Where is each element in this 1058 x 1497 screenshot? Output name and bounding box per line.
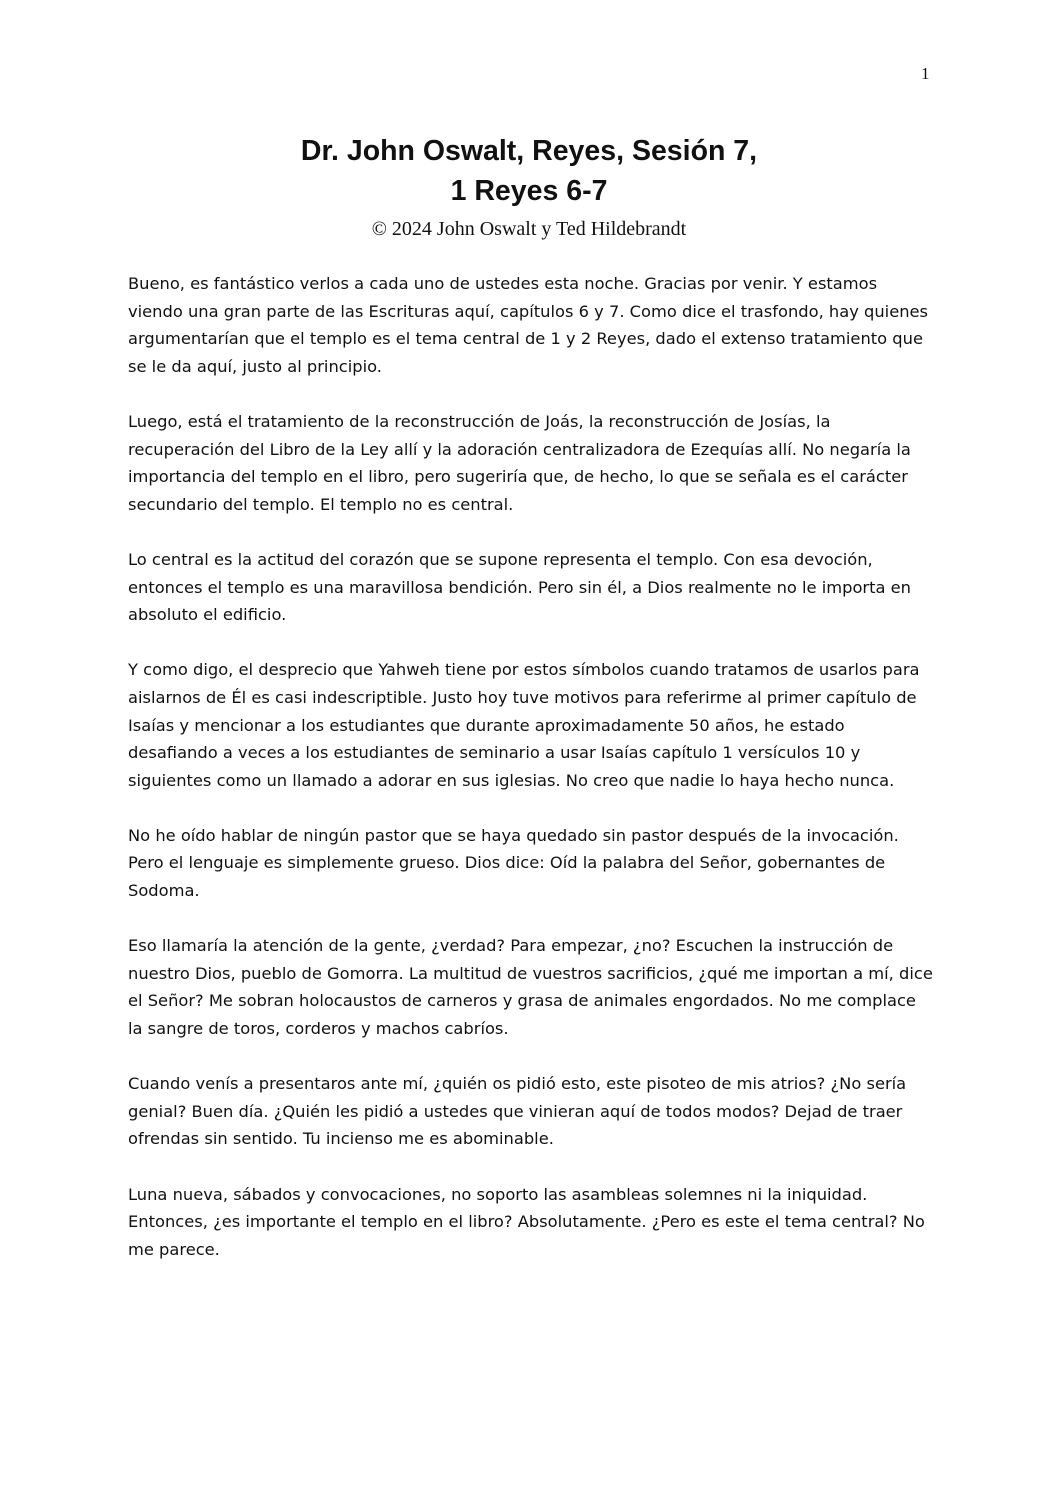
paragraph: Luego, está el tratamiento de la reconstrucción de Joás, la reconstrucción de Josías, la recuperación del Libro de la Ley allí y la adoración centralizadora de Ezequías allí. No negaría la importancia del templo en el libro, pero sugeriría que, de hecho, lo que se señala es el carácter secundario del templo. El templo no es central. bbox=[128, 411, 911, 514]
paragraph: Y como digo, el desprecio que Yahweh tiene por estos símbolos cuando tratamos de usarlos para aislarnos de Él es casi indescriptible. Justo hoy tuve motivos para referirme al primer capítulo de Isaías y mencionar a los estudiantes que durante aproximadamente 50 años, he estado desafiando a veces a los estudiantes de seminario a usar Isaías capítulo 1 versículos 10 y siguientes como un llamado a adorar en sus iglesias. No creo que nadie lo haya hecho nunca. bbox=[128, 660, 920, 790]
document-title bbox=[0, 131, 1058, 211]
page-number: 1 bbox=[921, 64, 930, 83]
title-line-1: Dr. John Oswalt, Reyes, Sesión 7, bbox=[300, 135, 758, 167]
paragraph: Bueno, es fantástico verlos a cada uno de ustedes esta noche. Gracias por venir. Y estamos viendo una gran parte de las Escrituras aquí, capítulos 6 y 7. Como dice el trasfondo, hay quienes argumentarían que el templo es el tema central de 1 y 2 Reyes, dado el extenso tratamiento que se le da aquí, justo al principio. bbox=[128, 274, 929, 376]
document-body bbox=[128, 270, 934, 1291]
copyright-line: © 2024 John Oswalt y Ted Hildebrandt bbox=[371, 218, 687, 240]
paragraph: Cuando venís a presentaros ante mí, ¿quién os pidió esto, este pisoteo de mis atrios? ¿No sería genial? Buen día. ¿Quién les pidió a ustedes que vinieran aquí de todos modos? Dejad de traer ofrendas sin sentido. Tu incienso me es abominable. bbox=[128, 1074, 907, 1149]
paragraph: Eso llamaría la atención de la gente, ¿verdad? Para empezar, ¿no? Escuchen la instrucción de nuestro Dios, pueblo de Gomorra. La multitud de vuestros sacrificios, ¿qué me importan a mí, dice el Señor? Me sobran holocaustos de carneros y grasa de animales engordados. No me complace la sangre de toros, corderos y machos cabríos. bbox=[128, 936, 933, 1039]
paragraph: Luna nueva, sábados y convocaciones, no soporto las asambleas solemnes ni la iniquidad. Entonces, ¿es importante el templo en el libro? Absolutamente. ¿Pero es este el tema central? No me parece. bbox=[128, 1184, 925, 1259]
title-line-2: 1 Reyes 6-7 bbox=[450, 175, 608, 207]
paragraph: Lo central es la actitud del corazón que se supone representa el templo. Con esa devoción, entonces el templo es una maravillosa bendición. Pero sin él, a Dios realmente no le importa en absoluto el edificio. bbox=[128, 549, 911, 625]
paragraph: No he oído hablar de ningún pastor que se haya quedado sin pastor después de la invocación. Pero el lenguaje es simplemente grueso. Dios dice: Oíd la palabra del Señor, gobernantes de Sodoma. bbox=[128, 825, 899, 901]
